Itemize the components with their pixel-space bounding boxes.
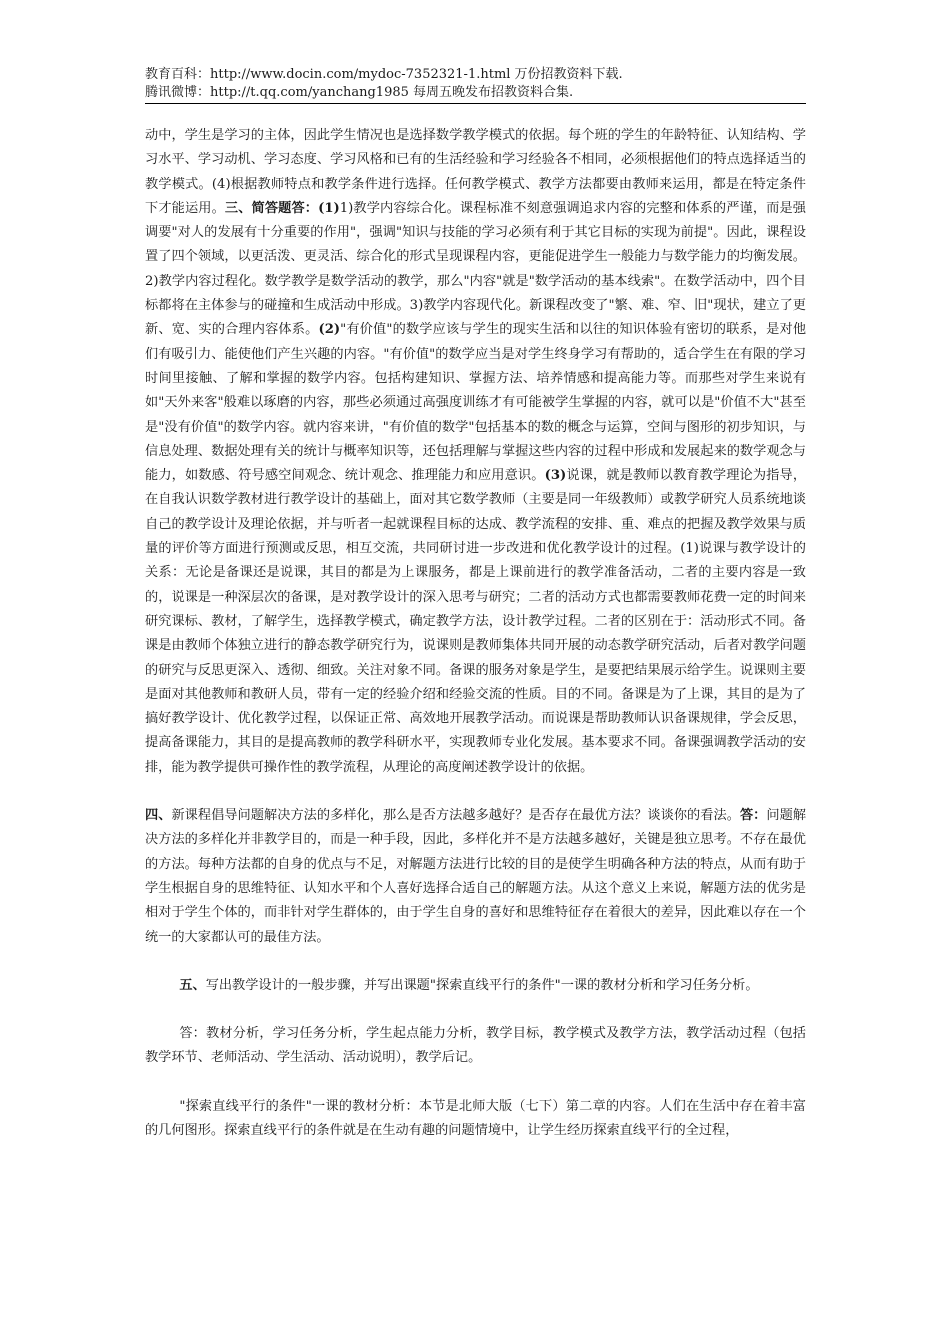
header-docin-line: 教育百科：http://www.docin.com/mydoc-7352321-1.html 万份招教资料下载. xyxy=(145,67,623,82)
item-marker: (3) xyxy=(544,468,567,484)
header-divider xyxy=(145,103,806,104)
header-weibo-line: 腾讯微博：http://t.qq.com/yanchang1985 每周五晚发布招教资料合集. xyxy=(145,85,574,100)
paragraph-text: 说课，就是教师以教育教学理论为指导，在自我认识数学教材进行教学设计的基础上，面对其它数学教师（主要是同一年级教师）或教学研究人员系统地谈自己的教学设计及理论依据，并与听者一起就课程目标的达成、教学流程的安排、重、难点的把握及教学效果与质量的评价等方面进行预测或反思，相互交流，共同研讨进一步改进和优化教学设计的过程。(1)说课与教学设计的关系：无论是备课还是说课，其目的都是为上课服务，都是上课前进行的教学准备活动，二者的主要内容是一致的，说课是一种深层次的备课，是对教学设计的深入思考与研究；二者的活动方式也都需要教师花费一定的时间来研究课标、教材，了解学生，选择教学模式，确定教学方法，设计教学过程。二者的区别在于：活动形式不同。备课是由教师个体独立进行的静态教学研究行为，说课则是教师集体共同开展的动态教学研究活动，后者对教学问题的研究与反思更深入、透彻、细致。关注对象不同。备课的服务对象是学生，是要把结果展示给学生。说课则主要是面对其他教师和教研人员，带有一定的经验介绍和经验交流的性质。目的不同。备课是为了上课，其目的是为了搞好教学设计、优化教学过程，以保证正常、高效地开展教学活动。而说课是帮助教师认识备课规律，学会反思，提高备课能力，其目的是提高教师的教学科研水平，实现教师专业化发展。基本要求不同。备课强调教学活动的安排，能为教学提供可操作性的教学流程，从理论的高度阐述教学设计的依据。 xyxy=(145,468,807,775)
section-heading: 三、简答题答：(1) xyxy=(224,200,340,216)
paragraph-text: "有价值"的数学应该与学生的现实生活和以往的知识体验有密切的联系，是对他们有吸引力、能使他们产生兴趣的内容。"有价值"的数学应当是对学生终身学习有帮助的，适合学生在有限的学习时间里接触、了解和掌握的数学内容。包括构建知识、掌握方法、培养情感和提高能力等。而那些对学生来说有如"天外来客"般难以琢磨的内容，那些必须通过高强度训练才有可能被学生掌握的内容，就可以是"价值不大"甚至是"没有价值"的数学内容。就内容来讲，"有价值的数学"包括基本的数的概念与运算，空间与图形的初步知识，与信息处理、数据处理有关的统计与概率知识等，还包括理解与掌握这些内容的过程中形成和发展起来的数学观念与能力，如数感、符号感空间观念、统计观念、推理能力和应用意识。 xyxy=(145,322,807,484)
question-number: 五、 xyxy=(179,977,206,993)
material-analysis-paragraph: "探索直线平行的条件"一课的教材分析：本节是北师大版（七下）第二章的内容。人们在生活中存在着丰富的几何图形。探索直线平行的条件就是在生动有趣的问题情境中，让学生经历探索直线平行的全过程， xyxy=(145,1098,806,1138)
answer-label: 答： xyxy=(739,808,767,824)
question-text: 写出教学设计的一般步骤，并写出课题"探索直线平行的条件"一课的教材分析和学习任务分析。 xyxy=(205,977,759,993)
answer-text: 问题解决方法的多样化并非教学目的，而是一种手段，因此，多样化并不是方法越多越好，关键是独立思考。不存在最优的方法。每种方法都的自身的优点与不足，对解题方法进行比较的目的是使学生明确各种方法的特点，从而有助于学生根据自身的思维特征、认知水平和个人喜好选择合适自己的解题方法。从这个意义上来说，解题方法的优劣是相对于学生个体的，而非针对学生群体的，由于学生自身的喜好和思维特征存在着很大的差异，因此难以存在一个统一的大家都认可的最佳方法。 xyxy=(145,808,807,945)
answer-three-paragraph xyxy=(145,124,806,780)
question-four-paragraph xyxy=(145,804,806,950)
page-header xyxy=(145,66,806,102)
answer-five-paragraph: 答：教材分析，学习任务分析，学生起点能力分析，教学目标，教学模式及教学方法，教学活动过程（包括教学环节、老师活动、学生活动、活动说明），教学后记。 xyxy=(145,1026,806,1066)
question-five-paragraph xyxy=(145,974,806,998)
paragraph-text: 1)教学内容综合化。课程标准不刻意强调追求内容的完整和体系的严谨，而是强调要"对人的发展有十分重要的作用"，强调"知识与技能的学习必须有利于其它目标的实现为前提"。因此，课程设置了四个领域，以更活泼、更灵活、综合化的形式呈现课程内容，更能促进学生一般能力与数学能力的均衡发展。2)教学内容过程化。数学教学是数学活动的教学，那么"内容"就是"数学活动的基本线索"。在数学活动中，四个目标都将在主体参与的碰撞和生成活动中形成。3)教学内容现代化。新课程改变了"繁、难、窄、旧"现状，建立了更新、宽、实的合理内容体系。 xyxy=(145,200,806,338)
document-body xyxy=(145,124,806,1143)
paragraph-text: 动中，学生是学习的主体，因此学生情况也是选择数学教学模式的依据。每个班的学生的年龄特征、认知结构、学习水平、学习动机、学习态度、学习风格和已有的生活经验和学习经验各不相同，必须根据他们的特点选择适当的教学模式。(4)根据教师特点和教学条件进行选择。任何教学模式、教学方法都要由教师来运用，都是在特定条件下才能运用。 xyxy=(145,128,806,216)
question-text: 新课程倡导问题解决方法的多样化，那么是否方法越多越好？是否存在最优方法？谈谈你的看法。 xyxy=(171,808,740,824)
question-number: 四、 xyxy=(145,808,172,824)
item-marker: (2) xyxy=(318,322,341,338)
